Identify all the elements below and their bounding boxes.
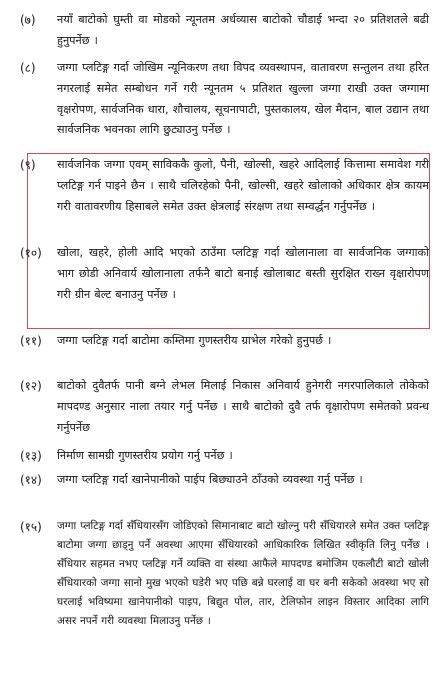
clause-number: (१३)	[20, 449, 42, 463]
clause-text: जग्गा प्लटिङ्ग गर्दा बाटोमा कम्तिमा गुणस्तरीय ग्राभेल गरेको हुनुपर्छ ।	[57, 334, 332, 347]
clause-number: (८)	[20, 61, 36, 75]
clause-number: (७)	[20, 13, 36, 27]
clause-text: खोला, खहरे, होली आदि भएको ठाउँमा प्लटिङ्ग गर्दा खोलानाला वा सार्वजनिक जग्गाको भाग छोडी अनिवार्य खोलानाला तर्फनै बाटो बनाई खोलाबाट बस्ती सुरक्षित राख्न वृक्षारोपण गरी ग्रीन बेल्ट बनाउनु पर्नेछ ।	[57, 246, 429, 301]
clause-text: जग्गा प्लटिङ्ग गर्दा खानेपानीको पाईप बिछ्याउने ठाँउको व्यवस्था गर्नु पर्नेछ ।	[57, 473, 363, 486]
clause-number: (१०)	[20, 246, 42, 260]
clause-text: निर्माण सामग्री गुणस्तरीय प्रयोग गर्नु पर्नेछ ।	[57, 449, 233, 462]
clause-text: नयाँ बाटोको घुम्ती वा मोडको न्यूनतम अर्धव्यास बाटोको चौडाई भन्दा २० प्रतिशतले बढी हुनुपर्नेछ ।	[57, 13, 429, 47]
clause-number: (११)	[20, 334, 42, 348]
clause-text: सार्वजनिक जग्गा एवम् साविककै कुलो, पैनी, खोल्सी, खहरे आदिलाई कित्तामा समावेश गरी प्लटिङ्ग गर्न पाइने छैन । साथै चलिरहेको पैनी, खोल्सी, खहरे खोलाको अधिकार क्षेत्र कायम गरी वातावरणीय हिसाबले समेत उक्त क्षेत्रलाई संरक्षण तथा सम्वर्द्धन गर्नुपर्नेछ ।	[57, 158, 429, 213]
clause-number: (९)	[20, 158, 36, 172]
clause-text: जग्गा प्लटिङ्ग गर्दा जोखिम न्यूनिकरण तथा विपद व्यवस्थापन, वातावरण सन्तुलन तथा हरित नगरलाई समेत सम्बोधन गर्ने गरी न्यूनतम ५ प्रतिशत खुल्ला जग्गा राखी उक्त जग्गामा वृक्षरोपण, सार्वजनिक धारा, शौचालय, सूचनापाटी, पुस्तकालय, खेल मैदान, बाल उद्यान तथा सार्वजनिक भवनका लागि छुट्याउनु पर्नेछ ।	[57, 61, 429, 137]
clause-text: जग्गा प्लटिङ्ग गर्दा सँधियारसँग जोडिएको सिमानाबाट बाटो खोल्नु परी सँधियारले समेत उक्त प्लटिङ्ग बाटोमा जग्गा छाड्नु पर्ने अवस्था आएमा सँधियारको आधिकारिक लिखित स्वीकृति लिनु पर्नेछ । सँधियार सहमत नभए प्लटिङ्ग गर्ने व्यक्ति वा संस्था आफैले मापदण्ड बमोजिम एकलौटी बाटो खोली सँधियारको जग्गा सानो मुख भएको घडेरी भए पछि बन्ने घरलाई वा घर बनी सकेको अवस्था भए सो घरलाई भविष्यमा खानेपानीको पाइप, बिद्युत पोल, तार, टेलिफोन लाइन विस्तार आदिका लागि असर नपर्ने गरी व्यवस्था मिलाउनु पर्नेछ ।	[57, 520, 429, 627]
clause-number: (१४)	[20, 473, 42, 487]
clause-number: (१५)	[20, 520, 42, 534]
clause-text: बाटोको दुवैतर्फ पानी बग्ने लेभल मिलाई निकास अनिवार्य हुनेगरी नगरपालिकाले तोकेको मापदण्ड अनुसार नाला तयार गर्नु पर्नेछ । साथै बाटोको दुवै तर्फ वृक्षारोपण समेतको प्रवन्ध गर्नुपर्नेछ	[57, 379, 429, 434]
clause-number: (१२)	[20, 379, 42, 393]
